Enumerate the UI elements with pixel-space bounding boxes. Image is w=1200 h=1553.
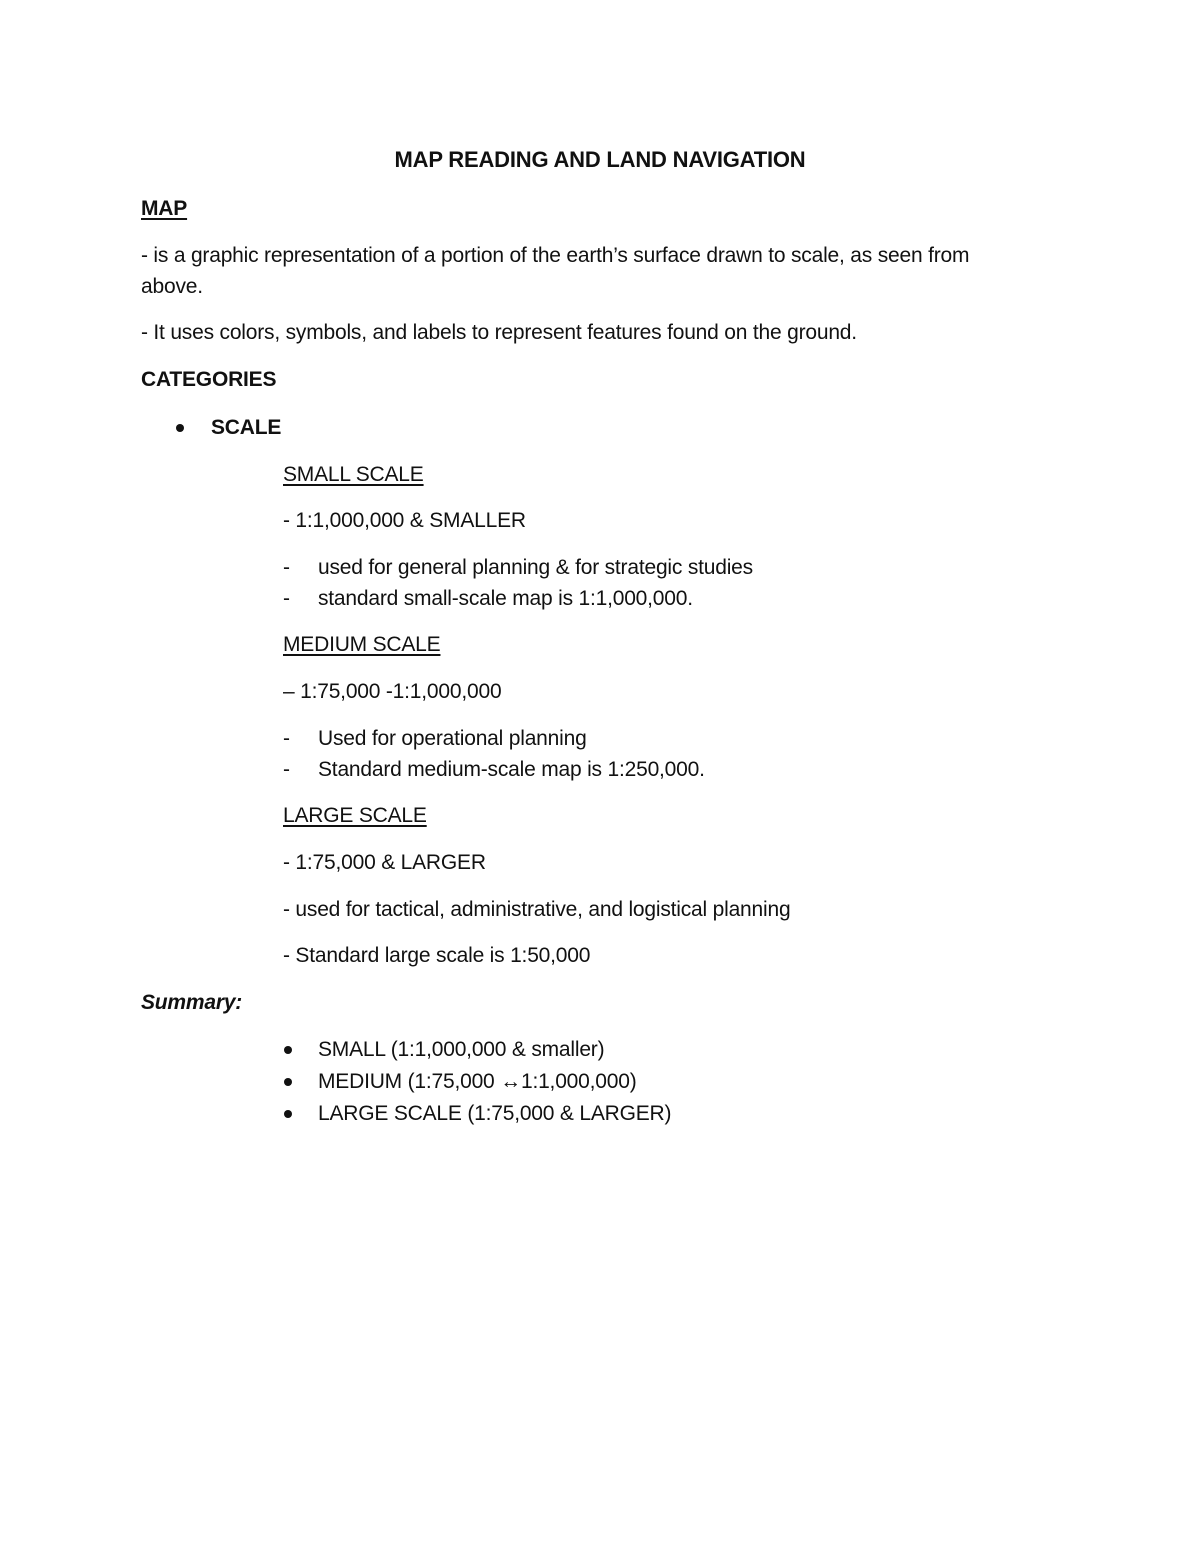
map-definition-2: - It uses colors, symbols, and labels to represent features found on the ground. (141, 321, 857, 344)
bullet-icon (176, 424, 184, 432)
large-scale-heading: LARGE SCALE (283, 804, 427, 827)
categories-heading: CATEGORIES (141, 368, 277, 391)
page-title: MAP READING AND LAND NAVIGATION (394, 147, 806, 172)
summary-item-large: LARGE SCALE (1:75,000 & LARGER) (318, 1102, 672, 1125)
dash-marker: - (283, 587, 290, 610)
bullet-icon (284, 1110, 292, 1118)
medium-scale-heading: MEDIUM SCALE (283, 633, 441, 656)
medium-scale-use: Used for operational planning (318, 727, 587, 750)
dash-marker: - (283, 758, 290, 781)
small-scale-range: - 1:1,000,000 & SMALLER (283, 509, 526, 532)
map-heading: MAP (141, 197, 188, 220)
small-scale-standard: standard small-scale map is 1:1,000,000. (318, 587, 693, 610)
dash-marker: - (283, 556, 290, 579)
large-scale-use: - used for tactical, administrative, and logistical planning (283, 898, 791, 921)
bullet-icon (284, 1046, 292, 1054)
dash-marker: - (283, 727, 290, 750)
medium-scale-range: – 1:75,000 -1:1,000,000 (283, 680, 502, 703)
large-scale-range: - 1:75,000 & LARGER (283, 851, 486, 874)
medium-scale-standard: Standard medium-scale map is 1:250,000. (318, 758, 705, 781)
scale-label: SCALE (211, 416, 282, 439)
summary-item-small: SMALL (1:1,000,000 & smaller) (318, 1038, 605, 1061)
large-scale-standard: - Standard large scale is 1:50,000 (283, 944, 591, 967)
summary-item-medium: MEDIUM (1:75,000 ↔1:1,000,000) (318, 1070, 637, 1093)
map-definition-line-1: - is a graphic representation of a portion of the earth’s surface drawn to scale, as seen from (141, 244, 970, 267)
small-scale-use: used for general planning & for strategic studies (318, 556, 753, 579)
bullet-icon (284, 1078, 292, 1086)
small-scale-heading: SMALL SCALE (283, 463, 424, 486)
summary-heading: Summary: (141, 991, 243, 1014)
map-definition-line-2: above. (141, 275, 203, 298)
